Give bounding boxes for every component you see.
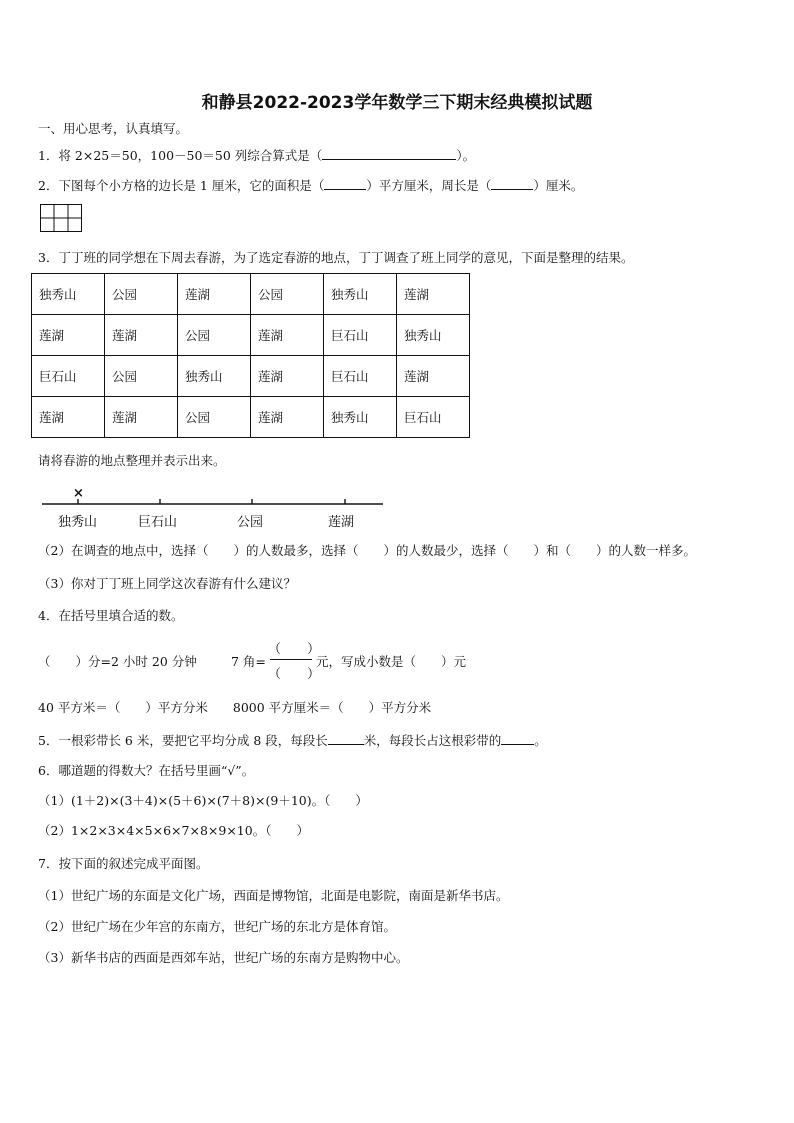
fraction-blank[interactable] [501, 732, 534, 745]
segment-length-blank[interactable] [328, 732, 364, 745]
place-label: 巨石山 [138, 515, 178, 530]
page-title: 和静县2022-2023学年数学三下期末经典模拟试题 [201, 93, 593, 113]
table-cell: 公园 [178, 315, 251, 356]
table-cell: 莲湖 [105, 397, 178, 438]
survey-table [31, 273, 470, 438]
question-1-text: 1．将 2×25＝50，100－50＝50 列综合算式是（ [38, 148, 323, 163]
place-label: 公园 [237, 515, 264, 530]
question-6-part-2: （2）1×2×3×4×5×6×7×8×9×10。（ ） [38, 823, 309, 838]
question-3-part-3: （3）你对丁丁班上同学这次春游有什么建议？ [38, 576, 296, 591]
area-blank[interactable] [324, 177, 366, 190]
table-row [32, 356, 470, 397]
table-cell: 巨石山 [324, 315, 397, 356]
question-2-text: 2．下图每个小方格的边长是 1 厘米，它的面积是（ [38, 178, 325, 193]
table-cell: 莲湖 [105, 315, 178, 356]
table-cell: 巨石山 [397, 397, 470, 438]
table-cell: 莲湖 [32, 397, 105, 438]
fraction-bar [270, 659, 312, 660]
table-cell: 莲湖 [251, 315, 324, 356]
table-row [32, 274, 470, 315]
table-cell: 莲湖 [32, 315, 105, 356]
table-cell: 独秀山 [178, 356, 251, 397]
table-cell: 公园 [178, 397, 251, 438]
question-5 [38, 732, 547, 749]
question-5-mid: 米，每段长占这根彩带的 [363, 733, 502, 748]
question-4-line1a: （ ）分=2 小时 20 分钟 [38, 654, 197, 669]
table-cell: 莲湖 [397, 274, 470, 315]
question-7: 7．按下面的叙述完成平面图。 [38, 856, 209, 871]
question-4-line1c: 元，写成小数是（ ）元 [316, 654, 467, 669]
table-row [32, 397, 470, 438]
question-3-instruction: 请将春游的地点整理并表示出来。 [38, 453, 226, 468]
fraction [268, 638, 321, 682]
question-3-part-2: （2）在调查的地点中，选择（ ）的人数最多，选择（ ）的人数最少，选择（ ）和（ ）的人数一样多。 [38, 543, 696, 558]
question-4-line2: 40 平方米＝（ ）平方分米 8000 平方厘米＝（ ）平方分米 [38, 700, 432, 715]
place-label: 独秀山 [58, 515, 98, 530]
question-4-line1b: 7 角= [231, 654, 266, 669]
table-cell: 莲湖 [178, 274, 251, 315]
table-cell: 独秀山 [324, 274, 397, 315]
square-grid-figure [40, 204, 82, 232]
answer-blank[interactable] [322, 147, 456, 160]
table-cell: 公园 [105, 356, 178, 397]
section-heading: 一、用心思考，认真填写。 [38, 121, 189, 136]
question-2-close: ）厘米。 [533, 178, 584, 193]
question-5-close: 。 [534, 733, 547, 748]
question-1-close: ）。 [456, 148, 476, 163]
table-cell: 莲湖 [251, 397, 324, 438]
table-cell: 莲湖 [397, 356, 470, 397]
tally-mark: × [73, 486, 84, 501]
question-6-part-1: （1）(1＋2)×(3＋4)×(5＋6)×(7＋8)×(9＋10)。（ ） [38, 793, 368, 808]
table-cell: 公园 [105, 274, 178, 315]
place-label: 莲湖 [328, 515, 355, 530]
table-row [32, 315, 470, 356]
question-2-mid: ）平方厘米，周长是（ [366, 178, 492, 193]
table-cell: 莲湖 [251, 356, 324, 397]
question-5-text: 5．一根彩带长 6 米，要把它平均分成 8 段，每段长 [38, 733, 328, 748]
question-3: 3．丁丁班的同学想在下周去春游，为了选定春游的地点，丁丁调查了班上同学的意见，下面是整理的结果。 [38, 250, 634, 265]
question-1 [38, 147, 475, 164]
table-cell: 巨石山 [324, 356, 397, 397]
fraction-numerator[interactable]: （ ） [268, 642, 321, 657]
fraction-denominator[interactable]: （ ） [268, 667, 321, 682]
table-cell: 独秀山 [397, 315, 470, 356]
question-7-part-2: （2）世纪广场在少年宫的东南方，世纪广场的东北方是体育馆。 [38, 919, 396, 934]
table-cell: 巨石山 [32, 356, 105, 397]
question-2 [38, 177, 583, 194]
question-4: 4．在括号里填合适的数。 [38, 608, 184, 623]
perimeter-blank[interactable] [491, 177, 533, 190]
question-7-part-1: （1）世纪广场的东面是文化广场，西面是博物馆，北面是电影院，南面是新华书店。 [38, 888, 509, 903]
question-6: 6．哪道题的得数大？在括号里画“√”。 [38, 763, 255, 778]
table-cell: 独秀山 [32, 274, 105, 315]
table-cell: 公园 [251, 274, 324, 315]
table-cell: 独秀山 [324, 397, 397, 438]
question-7-part-3: （3）新华书店的西面是西郊车站，世纪广场的东南方是购物中心。 [38, 950, 409, 965]
